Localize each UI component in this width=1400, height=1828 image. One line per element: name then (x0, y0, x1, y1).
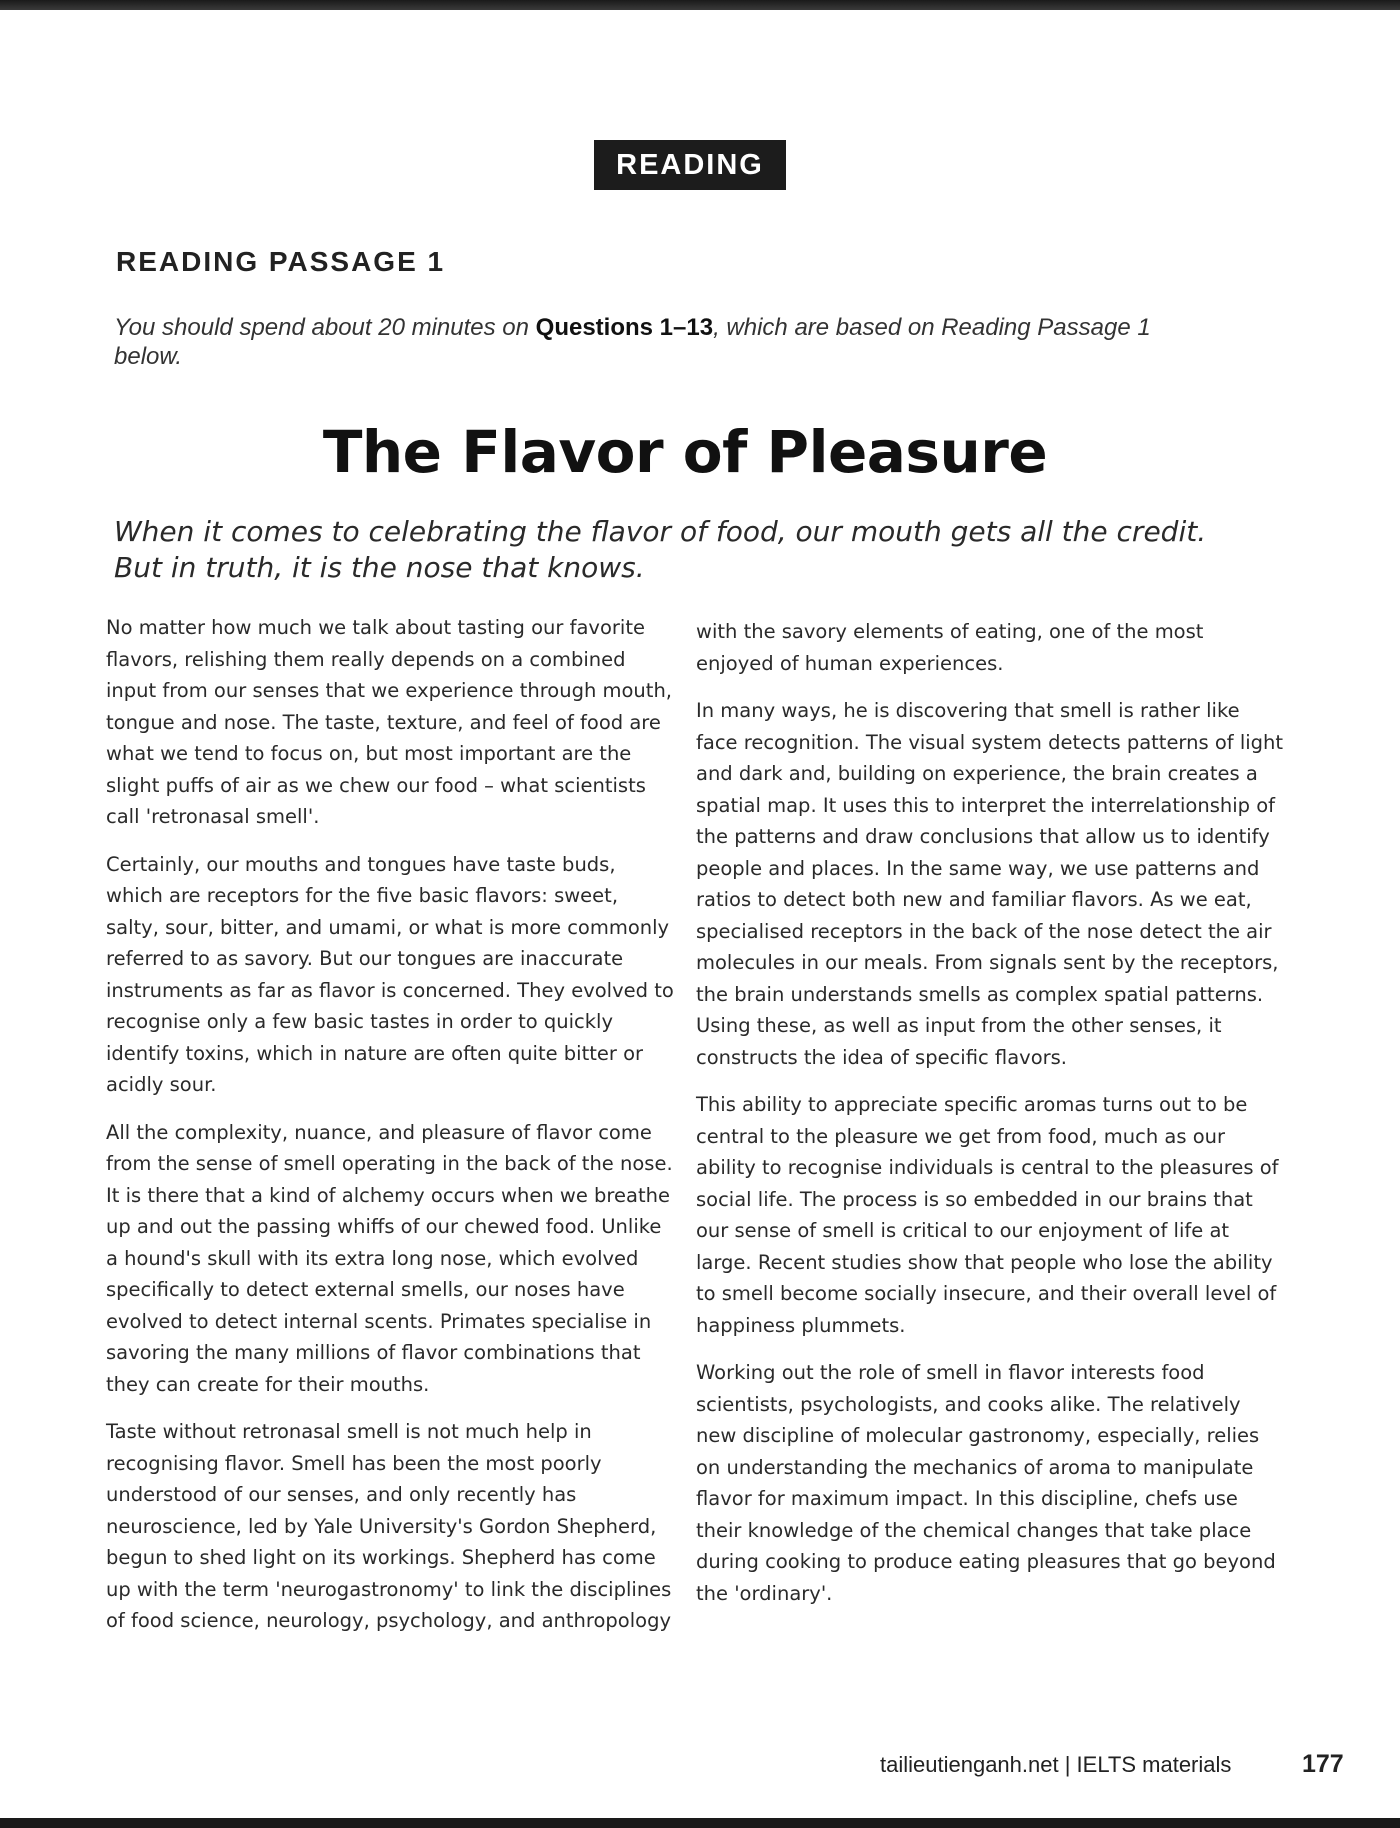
passage-heading: READING PASSAGE 1 (116, 246, 446, 277)
paragraph: Working out the role of smell in flavor interests food scientists, psychologists, and cooks alike. The relatively new discipline of molecular gastronomy, especially, relies on understanding the mechanics of aroma to manipulate flavor for maximum impact. In this discipline, chefs use their knowledge of the chemical changes that take place during cooking to produce eating pleasures that go beyond the 'ordinary'. (696, 1361, 1276, 1605)
paragraph: No matter how much we talk about tasting our favorite flavors, relishing them really depends on a combined input from our senses that we experience through mouth, tongue and nose. The taste, texture, and feel of food are what we tend to focus on, but most important are the slight puffs of air as we chew our food – what scientists call 'retronasal smell'. (106, 616, 672, 828)
article-title: The Flavor of Pleasure (322, 418, 1048, 486)
instructions-questions-range: Questions 1–13 (535, 314, 714, 341)
paragraph: Taste without retronasal smell is not much help in recognising flavor. Smell has been the most poorly understood of our senses, and only recently has neuroscience, led by Yale University's Gordon Shepherd, begun to shed light on its workings. Shepherd has come up with the term 'neurogastronomy' to link the disciplines of food science, neurology, psychology, and anthropology (106, 1420, 672, 1632)
instructions-before: You should spend about 20 minutes on (114, 314, 536, 341)
text-column-right (696, 616, 1286, 1625)
text-column-left (106, 612, 676, 1653)
paragraph: with the savory elements of eating, one of the most enjoyed of human experiences. (696, 620, 1204, 675)
article-lede: When it comes to celebrating the flavor of food, our mouth gets all the credit. But in truth, it is the nose that knows. (114, 515, 1207, 584)
instructions-after: , which are based on Reading Passage 1 below. (114, 314, 1151, 370)
page-number: 177 (1302, 1750, 1344, 1778)
scan-edge-top (0, 0, 1400, 10)
paragraph: In many ways, he is discovering that smell is rather like face recognition. The visual system detects patterns of light and dark and, building on experience, the brain creates a spatial map. It uses this to interpret the interrelationship of the patterns and draw conclusions that allow us to identify people and places. In the same way, we use patterns and ratios to detect both new and familiar flavors. As we eat, specialised receptors in the back of the nose detect the air molecules in our meals. From signals sent by the receptors, the brain understands smells as complex spatial patterns. Using these, as well as input from the other senses, it constructs the idea of specific flavors. (696, 699, 1284, 1069)
paragraph: All the complexity, nuance, and pleasure of flavor come from the sense of smell operating in the back of the nose. It is there that a kind of alchemy occurs when we breathe up and out the passing whiffs of our chewed food. Unlike a hound's skull with its extra long nose, which evolved specifically to detect external smells, our noses have evolved to detect internal scents. Primates specialise in savoring the many millions of flavor combinations that they can create for their mouths. (106, 1120, 673, 1396)
instructions (114, 313, 1194, 371)
paragraph: Certainly, our mouths and tongues have taste buds, which are receptors for the five basic flavors: sweet, salty, sour, bitter, and umami, or what is more commonly referred to as savory. But our tongues are inaccurate instruments as far as flavor is concerned. They evolved to recognise only a few basic tastes in order to quickly identify toxins, which in nature are often quite bitter or acidly sour. (106, 852, 674, 1096)
paragraph: This ability to appreciate specific aromas turns out to be central to the pleasure we get from food, much as our ability to recognise individuals is central to the pleasures of social life. The process is so embedded in our brains that our sense of smell is critical to our enjoyment of life at large. Recent studies show that people who lose the ability to smell become socially insecure, and their overall level of happiness plummets. (696, 1093, 1279, 1337)
scan-edge-bottom (0, 1818, 1400, 1828)
section-label: READING (594, 140, 786, 190)
footer-source: tailieutienganh.net | IELTS materials (880, 1752, 1232, 1777)
